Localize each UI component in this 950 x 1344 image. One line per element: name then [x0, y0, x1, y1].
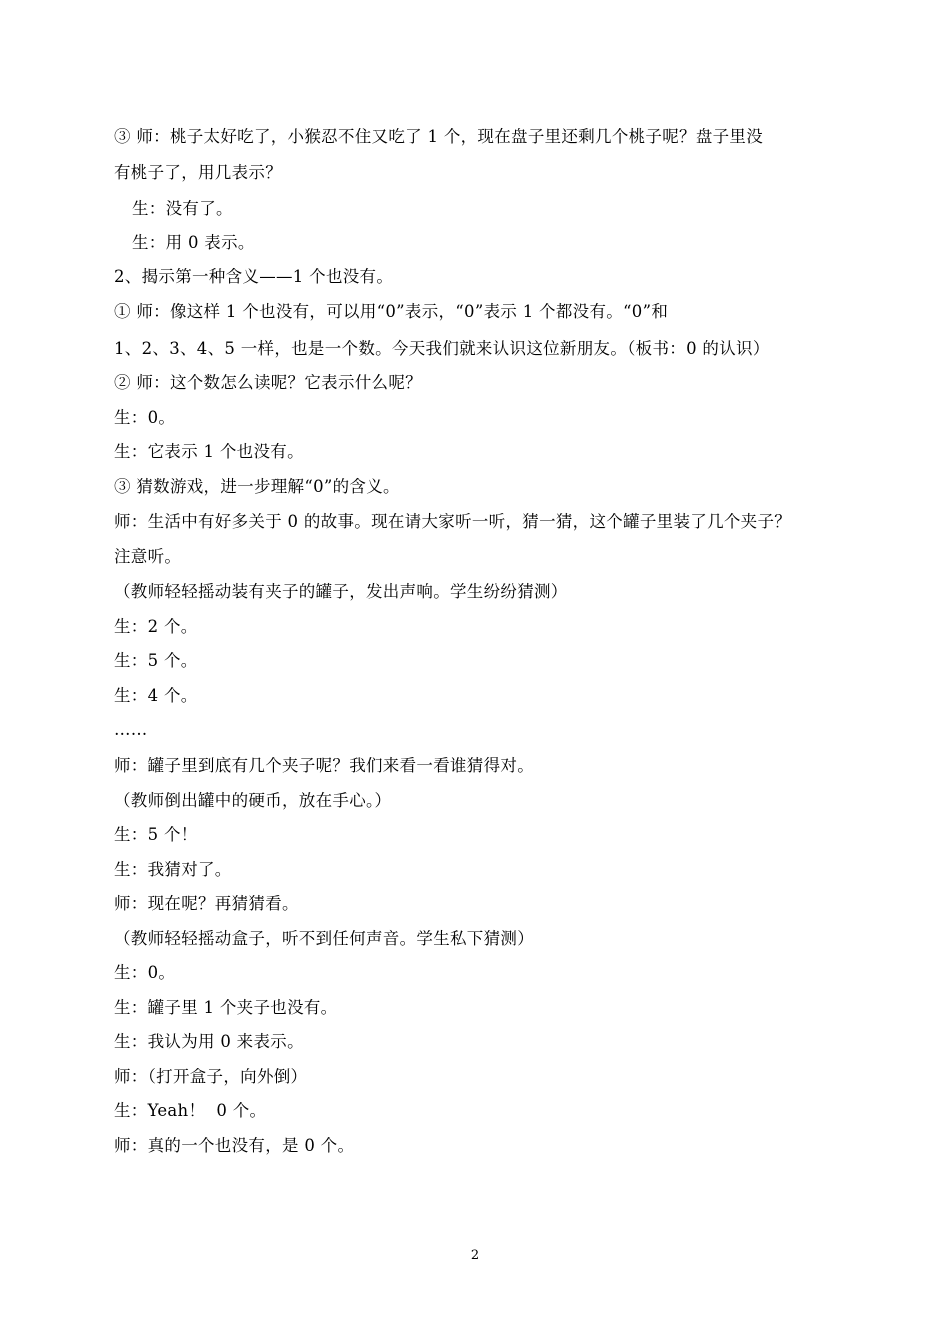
text-line: 生：我认为用 0 来表示。	[114, 1032, 304, 1051]
text-line: 有桃子了，用几表示？	[114, 163, 282, 182]
text-line: （教师倒出罐中的硬币，放在手心。）	[114, 791, 392, 810]
text-line: 师：（打开盒子，向外倒）	[114, 1067, 308, 1086]
text-line: ③ 师：桃子太好吃了，小猴忍不住又吃了 1 个，现在盘子里还剩几个桃子呢？盘子里没	[114, 127, 764, 146]
text-line: 生：它表示 1 个也没有。	[114, 442, 304, 461]
text-line: 生：用 0 表示。	[132, 233, 255, 252]
text-line: 生：4 个。	[114, 686, 198, 705]
text-line: 生：没有了。	[132, 199, 233, 218]
ellipsis-line: ……	[114, 720, 148, 739]
text-line: 生：罐子里 1 个夹子也没有。	[114, 998, 338, 1017]
text-line: 生：Yeah！ 0 个。	[114, 1101, 267, 1120]
section-heading: 2、揭示第一种含义——1 个也没有。	[114, 267, 394, 286]
text-line: 生：5 个！	[114, 825, 198, 844]
text-line: ③ 猜数游戏，进一步理解“0”的含义。	[114, 477, 400, 496]
text-line: （教师轻轻摇动盒子，听不到任何声音。学生私下猜测）	[114, 929, 534, 948]
text-line: 生：5 个。	[114, 651, 198, 670]
text-line: 生：0。	[114, 963, 176, 982]
text-line: 师：罐子里到底有几个夹子呢？我们来看一看谁猜得对。	[114, 756, 534, 775]
text-line: ① 师：像这样 1 个也没有，可以用“0”表示，“0”表示 1 个都没有。“0”和	[114, 302, 669, 321]
text-line: 师：生活中有好多关于 0 的故事。现在请大家听一听，猜一猜，这个罐子里装了几个夹子？	[114, 512, 792, 531]
text-line: 1、2、3、4、5 一样，也是一个数。今天我们就来认识这位新朋友。（板书：0 的认识）	[114, 339, 770, 358]
page-number: 2	[470, 1248, 480, 1263]
text-line: 注意听。	[114, 547, 182, 566]
text-line: 师：现在呢？再猜猜看。	[114, 894, 299, 913]
text-line: （教师轻轻摇动装有夹子的罐子，发出声响。学生纷纷猜测）	[114, 582, 568, 601]
text-line: 生：0。	[114, 408, 176, 427]
text-line: 师：真的一个也没有，是 0 个。	[114, 1136, 355, 1155]
text-line: 生：我猜对了。	[114, 860, 232, 879]
text-line: ② 师：这个数怎么读呢？它表示什么呢？	[114, 373, 422, 392]
text-line: 生：2 个。	[114, 617, 198, 636]
